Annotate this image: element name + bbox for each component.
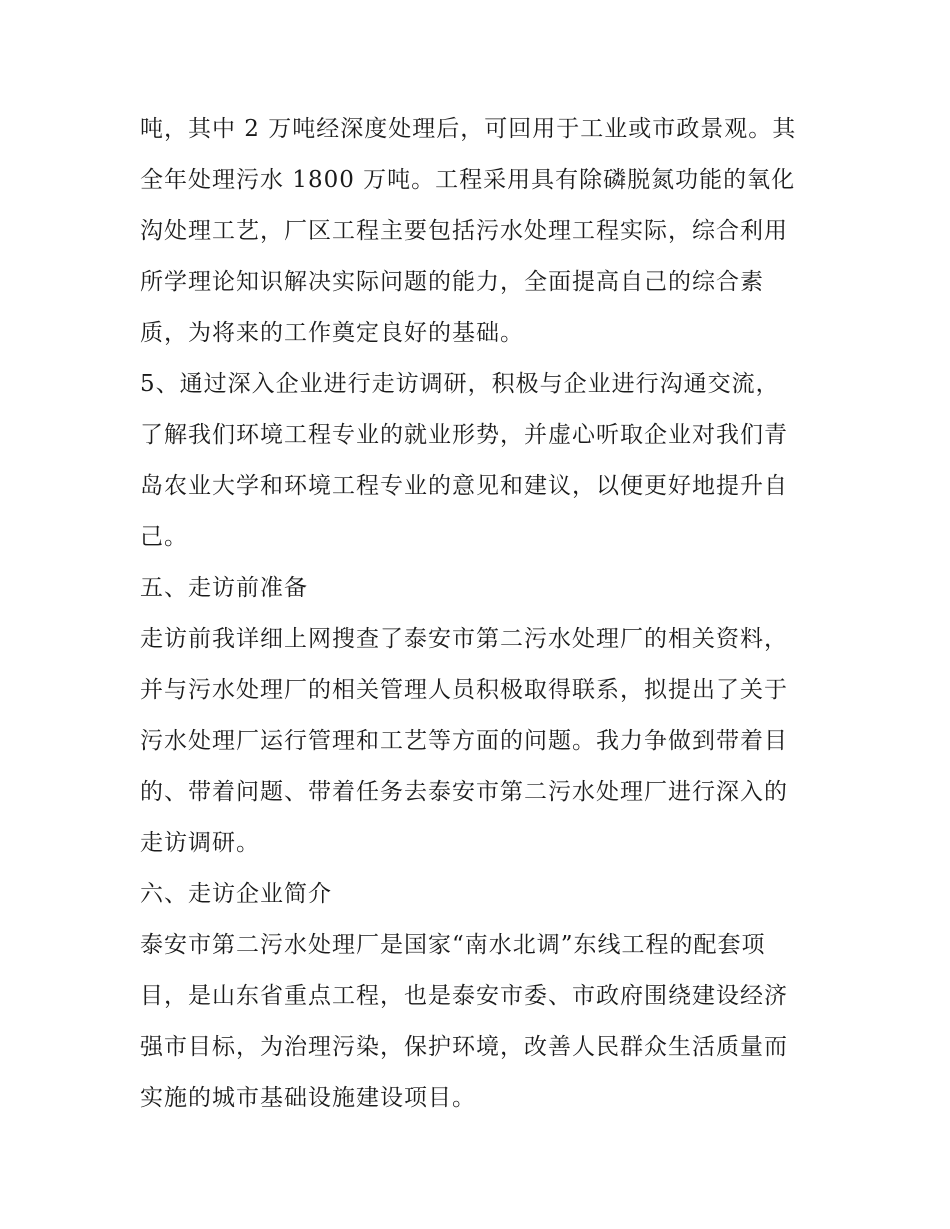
text-line: 强市目标，为治理污染，保护环境，改善人民群众生活质量而 [140, 1034, 788, 1060]
text-line: 的、带着问题、带着任务去泰安市第二污水处理厂进行深入的 [140, 779, 788, 805]
text-line: 所学理论知识解决实际问题的能力，全面提高自己的综合素 [140, 269, 764, 295]
text-line: 5、通过深入企业进行走访调研，积极与企业进行沟通交流， [140, 371, 780, 397]
text-line: 污水处理厂运行管理和工艺等方面的问题。我力争做到带着目 [140, 728, 788, 754]
text-line: 实施的城市基础设施建设项目。 [140, 1085, 476, 1111]
text-line: 质，为将来的工作奠定良好的基础。 [140, 320, 524, 346]
text-line: 目，是山东省重点工程，也是泰安市委、市政府围绕建设经济 [140, 983, 788, 1009]
text-line: 走访前我详细上网搜查了泰安市第二污水处理厂的相关资料， [140, 626, 788, 652]
document-body [140, 104, 820, 1124]
text-line: 岛农业大学和环境工程专业的意见和建议，以便更好地提升自 [140, 473, 788, 499]
text-line: 沟处理工艺，厂区工程主要包括污水处理工程实际，综合利用 [140, 218, 788, 244]
text-line: 己。 [140, 524, 188, 550]
section-heading: 五、走访前准备 [140, 575, 308, 601]
text-line: 泰安市第二污水处理厂是国家“南水北调”东线工程的配套项 [140, 932, 766, 958]
text-line: 吨，其中 2 万吨经深度处理后，可回用于工业或市政景观。其 [140, 116, 797, 142]
text-line: 并与污水处理厂的相关管理人员积极取得联系，拟提出了关于 [140, 677, 788, 703]
text-line: 走访调研。 [140, 830, 260, 856]
section-heading: 六、走访企业简介 [140, 881, 332, 907]
text-line: 全年处理污水 1800 万吨。工程采用具有除磷脱氮功能的氧化 [140, 167, 796, 193]
text-line: 了解我们环境工程专业的就业形势，并虚心听取企业对我们青 [140, 422, 788, 448]
